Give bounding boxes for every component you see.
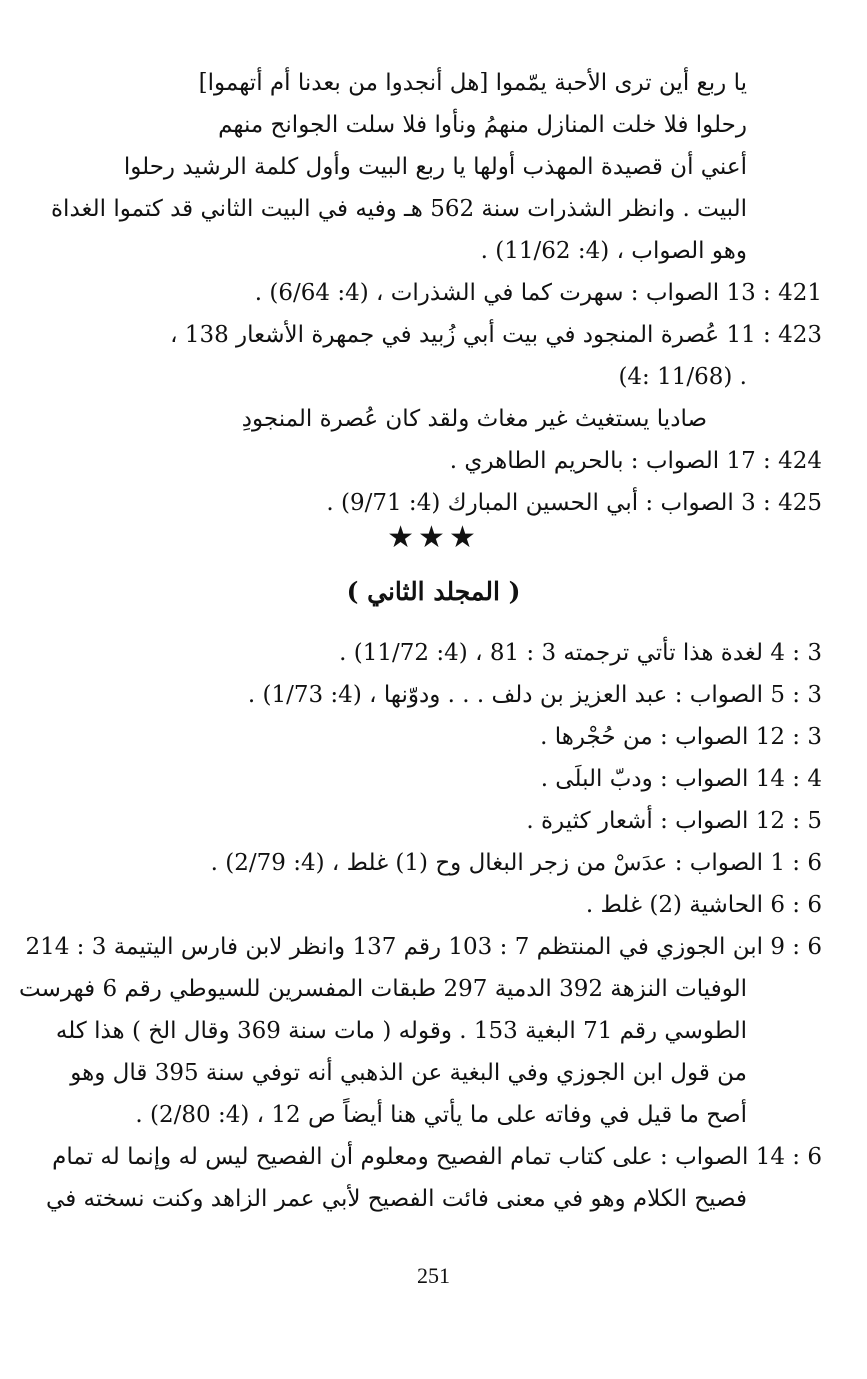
section-separator: ★★★ [387, 520, 480, 555]
entry-line: 6 : 9 ابن الجوزي في المنتظم 7 : 103 رقم 137 وانظر لابن فارس اليتيمة 3 : 214 [25, 934, 822, 960]
text-line: من قول ابن الجوزي وفي البغية عن الذهبي أنه توفي سنة 395 قال وهو [70, 1060, 747, 1086]
text-line: فصيح الكلام وهو في معنى فائت الفصيح لأبي عمر الزاهد وكنت نسخته في [46, 1186, 747, 1212]
section-heading: ( المجلد الثاني ) [346, 577, 521, 606]
text-line: (4: 11/68) . [618, 364, 747, 390]
entry-line: 3 : 4 لغدة هذا تأتي ترجمته 3 : 81 ، (4: 11/72) . [339, 640, 822, 666]
entry-line: 3 : 5 الصواب : عبد العزيز بن دلف . . . ودوّنها ، (4: 1/73) . [247, 682, 822, 708]
verse-line: صاديا يستغيث غير مغاث ولقد كان عُصرة المنجودِ [241, 406, 707, 432]
entry-line: 424 : 17 الصواب : بالحريم الطاهري . [449, 448, 822, 474]
verse-line-2: رحلوا فلا خلت المنازل منهمُ ونأوا فلا سلت الجوانح منهم [218, 112, 747, 138]
page-number: 251 [417, 1263, 450, 1288]
text-line: الطوسي رقم 71 البغية 153 . وقوله ( مات سنة 369 وقال الخ ) هذا كله [55, 1018, 747, 1044]
text-line: وهو الصواب ، (4: 11/62) . [480, 238, 747, 264]
entry-line: 3 : 12 الصواب : من حُجْرها . [540, 724, 822, 750]
entry-line: 5 : 12 الصواب : أشعار كثيرة . [526, 808, 822, 834]
entry-line: 421 : 13 الصواب : سهرت كما في الشذرات ، (4: 6/64) . [254, 280, 822, 306]
entry-line: 6 : 14 الصواب : على كتاب تمام الفصيح ومعلوم أن الفصيح ليس له وإنما له تمام [52, 1144, 822, 1170]
entry-line: 423 : 11 عُصرة المنجود في بيت أبي زُبيد في جمهرة الأشعار 138 ، [170, 322, 822, 348]
text-line: أعني أن قصيدة المهذب أولها يا ربع البيت وأول كلمة الرشيد رحلوا [123, 154, 747, 180]
verse-line-1: يا ربع أين ترى الأحبة يمّموا [هل أنجدوا من بعدنا أم أتهموا] [198, 70, 747, 96]
entry-line: 6 : 1 الصواب : عدَسْ من زجر البغال وح (1) غلط ، (4: 2/79) . [210, 850, 822, 876]
text-line: الوفيات النزهة 392 الدمية 297 طبقات المفسرين للسيوطي رقم 6 فهرست [18, 976, 747, 1002]
entry-line: 4 : 14 الصواب : ودبّ البلَى . [540, 766, 822, 792]
entry-line: 6 : 6 الحاشية (2) غلط . [585, 892, 822, 918]
text-line: البيت . وانظر الشذرات سنة 562 هـ وفيه في البيت الثاني قد كتموا الغداة [51, 196, 747, 222]
entry-line: 425 : 3 الصواب : أبي الحسين المبارك (4: 9/71) . [326, 490, 822, 516]
text-line: أصح ما قيل في وفاته على ما يأتي هنا أيضاً ص 12 ، (4: 2/80) . [135, 1102, 747, 1128]
